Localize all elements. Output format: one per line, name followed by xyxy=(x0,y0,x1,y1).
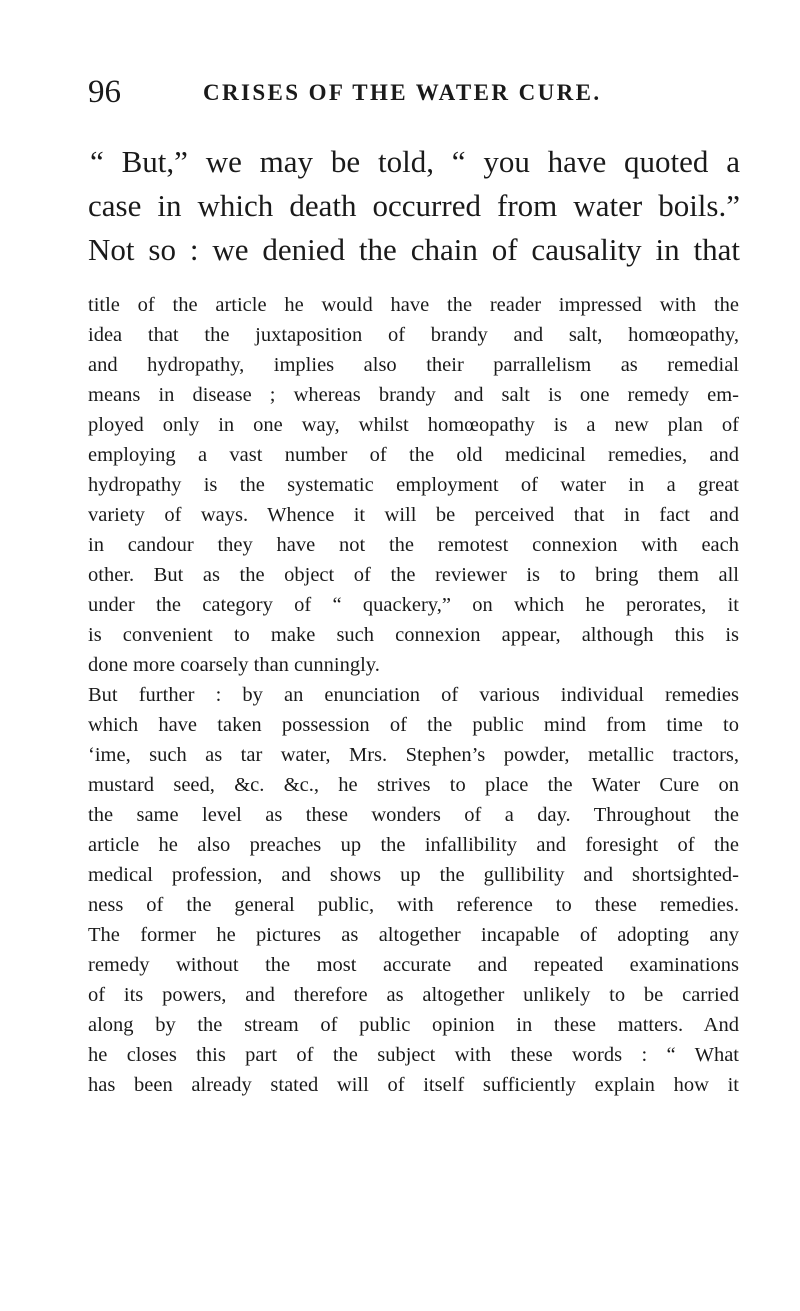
body-text xyxy=(88,290,739,1100)
text-line: the same level as these wonders of a day. Throughout the xyxy=(88,804,739,826)
text-line: employing a vast number of the old medicinal remedies, and xyxy=(88,444,739,466)
text-line: in candour they have not the remotest connexion with each xyxy=(88,534,739,556)
text-line: and hydropathy, implies also their parrallelism as remedial xyxy=(88,354,739,376)
text-line: along by the stream of public opinion in these matters. And xyxy=(88,1014,739,1036)
text-line: which have taken possession of the public mind from time to xyxy=(88,714,739,736)
text-line: ʻime, such as tar water, Mrs. Stephen’s powder, metallic tractors, xyxy=(88,744,739,766)
text-line: under the category of “ quackery,” on which he perorates, it xyxy=(88,594,739,616)
text-line: he closes this part of the subject with these words : “ What xyxy=(88,1044,739,1066)
text-line: other. But as the object of the reviewer is to bring them all xyxy=(88,564,739,586)
text-line: means in disease ; whereas brandy and salt is one remedy em- xyxy=(88,384,739,406)
text-line: mustard seed, &c. &c., he strives to place the Water Cure on xyxy=(88,774,739,796)
text-line: idea that the juxtaposition of brandy and salt, homœopathy, xyxy=(88,324,739,346)
text-line: article he also preaches up the infallibility and foresight of the xyxy=(88,834,739,856)
text-line: ployed only in one way, whilst homœopathy is a new plan of xyxy=(88,414,739,436)
large-type-paragraph xyxy=(88,140,740,272)
text-line: done more coarsely than cunningly. xyxy=(88,654,380,676)
text-line: hydropathy is the systematic employment of water in a great xyxy=(88,474,739,496)
text-line: But further : by an enunciation of various individual remedies xyxy=(88,684,739,706)
text-line: has been already stated will of itself sufficiently explain how it xyxy=(88,1074,739,1096)
text-line: variety of ways. Whence it will be perceived that in fact and xyxy=(88,504,739,526)
text-line: of its powers, and therefore as altogether unlikely to be carried xyxy=(88,984,739,1006)
text-line: title of the article he would have the reader impressed with the xyxy=(88,294,739,316)
text-line: medical profession, and shows up the gullibility and shortsighted- xyxy=(88,864,739,886)
text-line: “ But,” we may be told, “ you have quoted a xyxy=(90,144,740,179)
text-line: The former he pictures as altogether incapable of adopting any xyxy=(88,924,739,946)
text-line: is convenient to make such connexion appear, although this is xyxy=(88,624,739,646)
text-line: ness of the general public, with reference to these remedies. xyxy=(88,894,739,916)
text-line: remedy without the most accurate and repeated examinations xyxy=(88,954,739,976)
page-number: 96 xyxy=(88,74,121,110)
text-line: Not so : we denied the chain of causality in that xyxy=(88,232,740,267)
running-head xyxy=(88,72,748,112)
running-head-title: CRISES OF THE WATER CURE. xyxy=(203,80,602,105)
text-line: case in which death occurred from water boils.” xyxy=(88,188,740,223)
